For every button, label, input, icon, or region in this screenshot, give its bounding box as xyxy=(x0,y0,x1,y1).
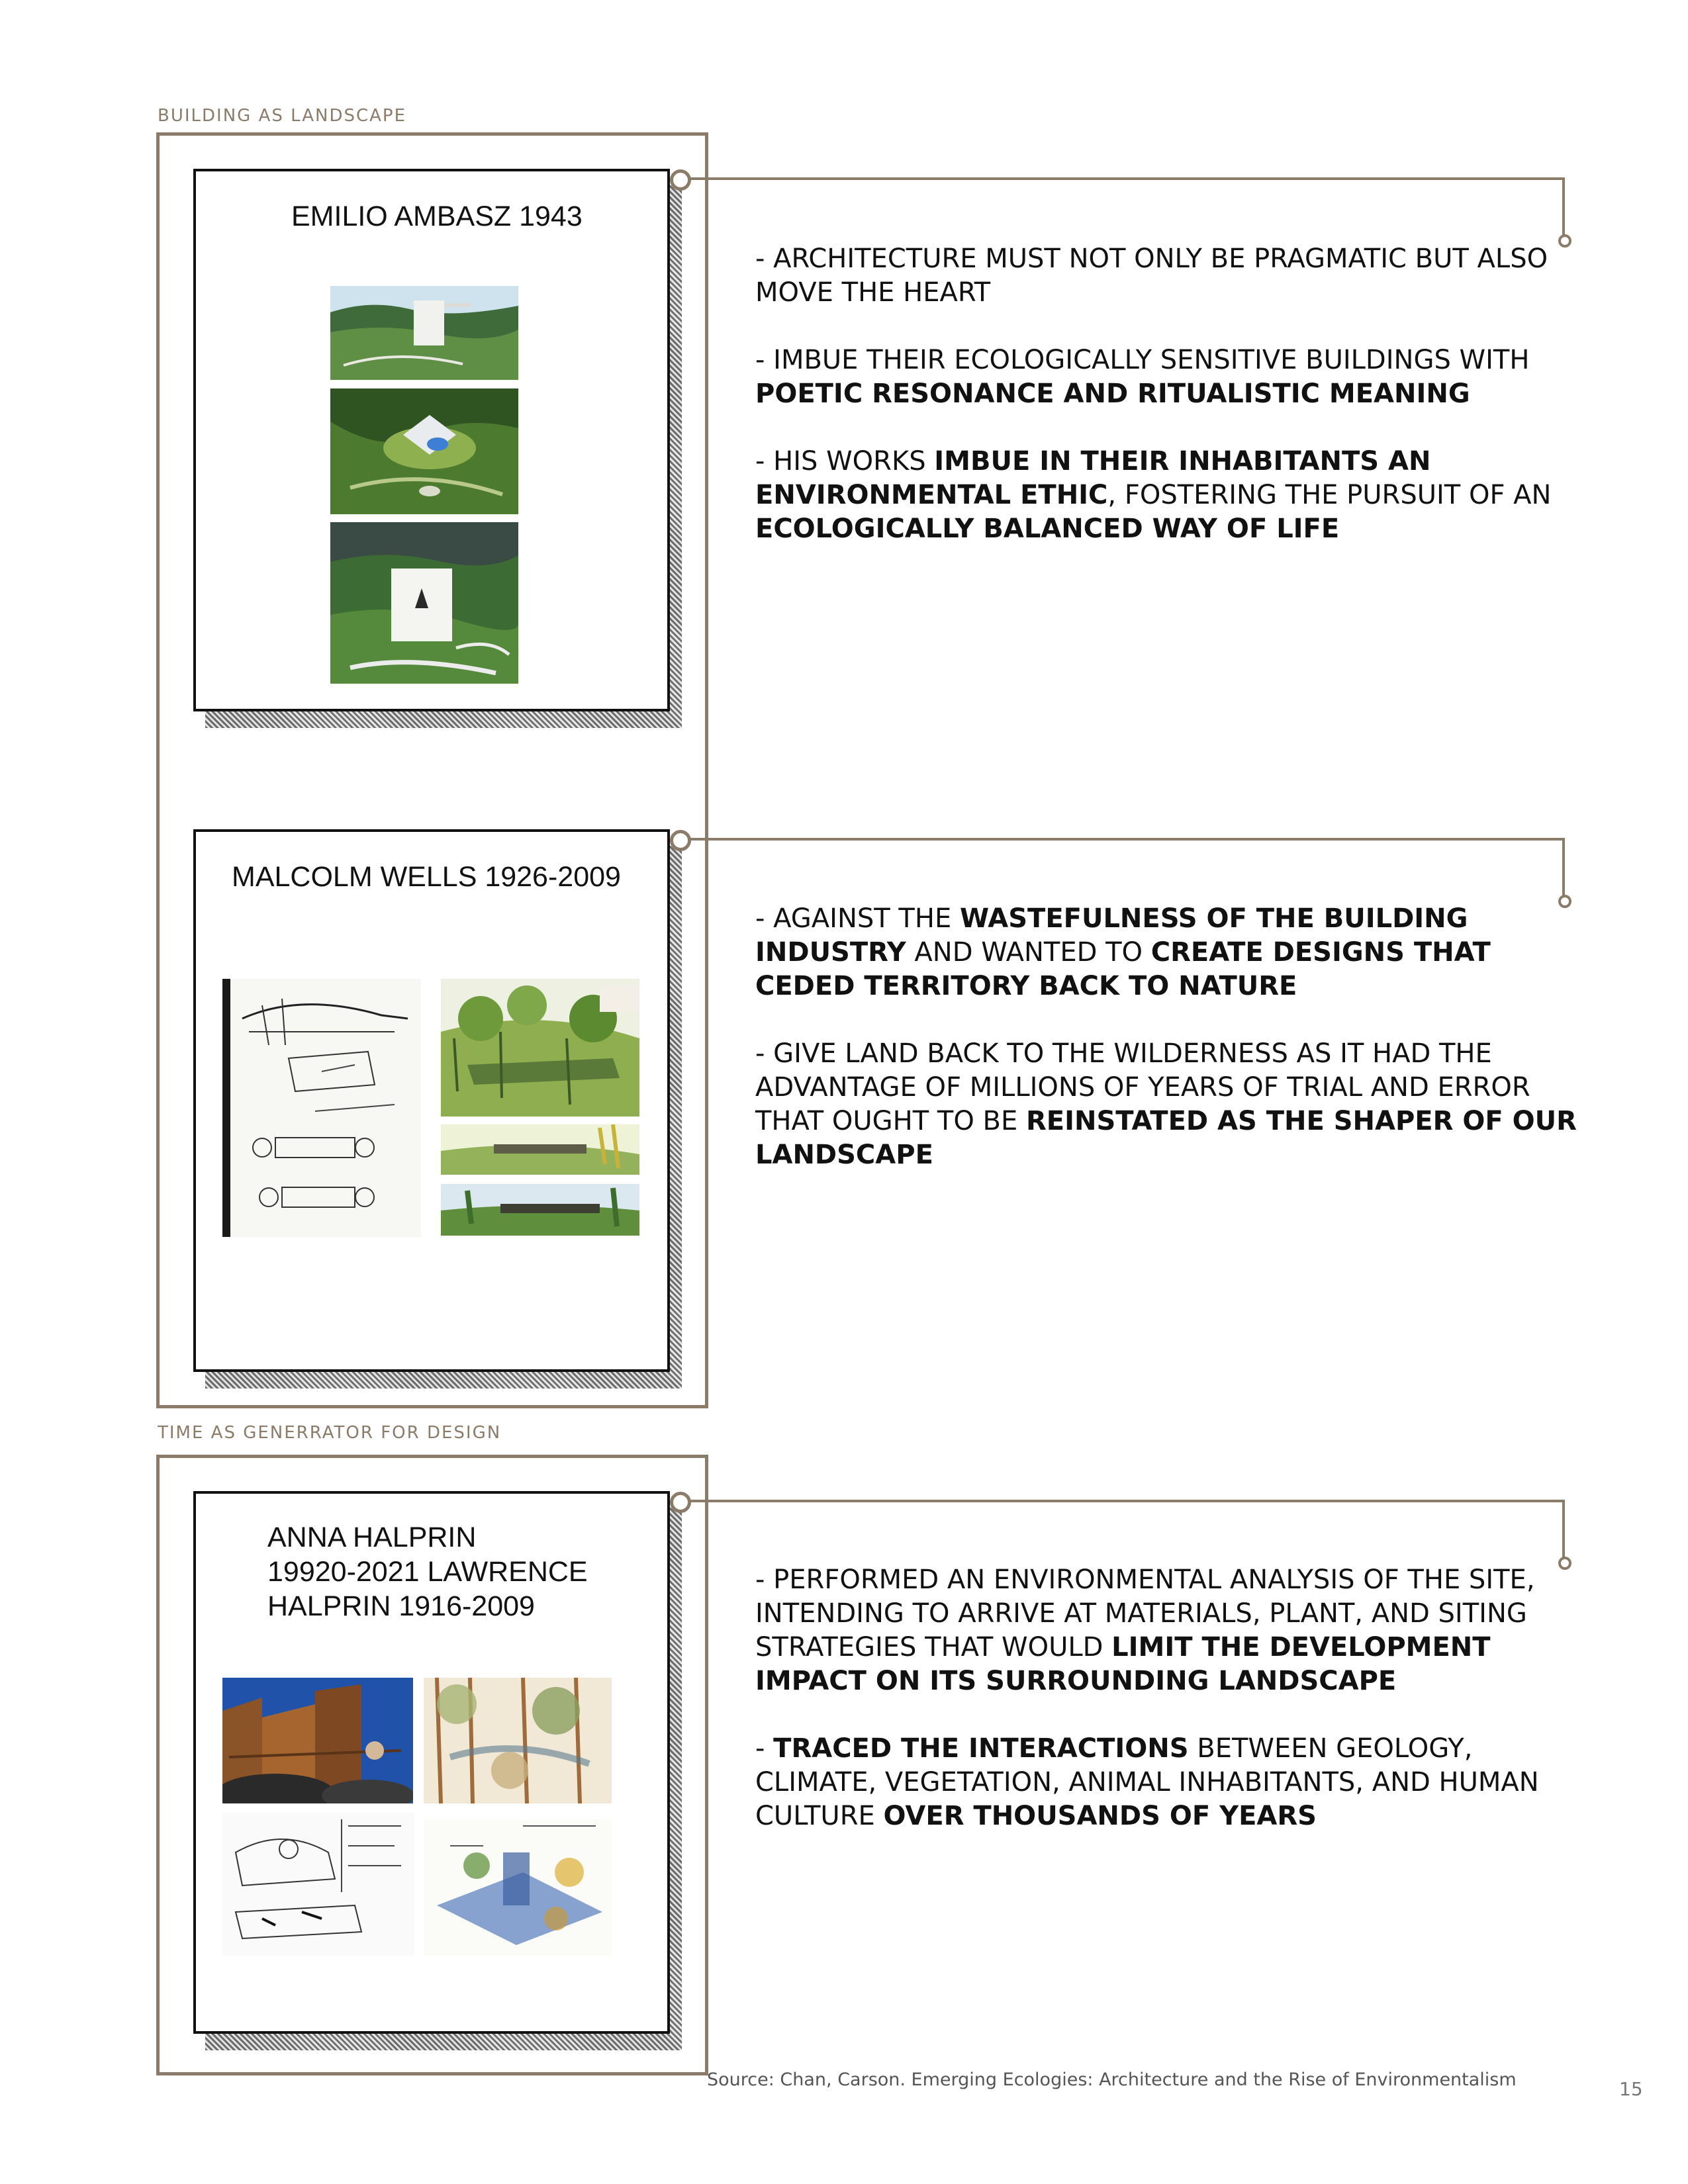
building-photo-3 xyxy=(330,522,518,684)
sketch-drawings xyxy=(222,979,421,1237)
text-run-bold: OVER THOUSANDS OF YEARS xyxy=(883,1801,1317,1831)
card-malcolm-wells xyxy=(193,829,670,1372)
text-run: - AGAINST THE xyxy=(755,903,960,934)
connector-line xyxy=(684,177,1565,180)
card-description xyxy=(755,902,1593,1206)
card-title-line: HALPRIN 1916-2009 xyxy=(267,1590,535,1622)
text-run: - IMBUE THEIR ECOLOGICALLY SENSITIVE BUILDINGS WITH xyxy=(755,345,1530,375)
card-anna-halprin xyxy=(193,1491,670,2034)
description-paragraph xyxy=(755,1563,1593,1698)
description-paragraph xyxy=(755,445,1593,546)
description-paragraph xyxy=(755,902,1593,1003)
text-run-bold: LIMIT THE DEVELOPMENT IMPACT ON ITS SURROUNDING LANDSCAPE xyxy=(755,1632,1491,1696)
text-run-bold: POETIC RESONANCE AND RITUALISTIC MEANING xyxy=(755,379,1470,409)
connector-ring-icon xyxy=(670,830,691,851)
watercolor-photo-2 xyxy=(441,1124,639,1175)
section-label-time-as-generator: TIME AS GENERRATOR FOR DESIGN xyxy=(158,1423,502,1443)
card-title-line: ANNA HALPRIN xyxy=(267,1522,477,1553)
connector-line xyxy=(1562,177,1565,236)
text-run-bold: ECOLOGICALLY BALANCED WAY OF LIFE xyxy=(755,514,1340,544)
watercolor-photo-3 xyxy=(441,1184,639,1236)
text-run: - HIS WORKS xyxy=(755,446,935,477)
description-paragraph xyxy=(755,1732,1593,1833)
text-run-bold: CREATE DESIGNS THAT CEDED TERRITORY BACK TO NATURE xyxy=(755,937,1491,1001)
section-label-building-as-landscape: BUILDING AS LANDSCAPE xyxy=(158,106,407,126)
text-run: BETWEEN GEOLOGY, CLIMATE, VEGETATION, ANIMAL INHABITANTS, AND HUMAN CULTURE xyxy=(755,1733,1539,1831)
card-emilio-ambasz xyxy=(193,169,670,711)
text-run-bold: WASTEFULNESS OF THE BUILDING INDUSTRY xyxy=(755,903,1468,968)
source-citation: Source: Chan, Carson. Emerging Ecologies: Architecture and the Rise of Environmentalism xyxy=(707,2070,1517,2090)
text-run: - ARCHITECTURE MUST NOT ONLY BE PRAGMATIC BUT ALSO MOVE THE HEART xyxy=(755,244,1548,308)
card-title: MALCOLM WELLS 1926-2009 xyxy=(232,861,621,893)
wood-building-photo xyxy=(222,1678,413,1803)
description-paragraph xyxy=(755,343,1593,411)
connector-line xyxy=(1562,1500,1565,1558)
text-run-bold: IMBUE IN THEIR INHABITANTS AN ENVIRONMENTAL ETHIC xyxy=(755,446,1431,510)
text-run: - xyxy=(755,1733,774,1764)
connector-line xyxy=(1562,838,1565,896)
description-paragraph xyxy=(755,1037,1593,1172)
plan-sketch xyxy=(222,1813,414,1956)
text-run: , FOSTERING THE PURSUIT OF AN xyxy=(1107,480,1552,510)
site-analysis-sketch xyxy=(424,1819,612,1956)
card-title-line: 19920-2021 LAWRENCE xyxy=(267,1556,588,1588)
building-photo-1 xyxy=(330,286,518,380)
card-description xyxy=(755,1563,1593,1867)
text-run: - GIVE LAND BACK TO THE WILDERNESS AS IT HAD THE ADVANTAGE OF MILLIONS OF YEARS OF TRIAL AND ERROR THAT OUGHT TO BE xyxy=(755,1038,1530,1136)
watercolor-photo-1 xyxy=(441,979,639,1116)
forest-sketch xyxy=(424,1678,612,1803)
description-paragraph xyxy=(755,242,1593,310)
text-run-bold: REINSTATED AS THE SHAPER OF OUR LANDSCAPE xyxy=(755,1106,1577,1170)
card-title: EMILIO AMBASZ 1943 xyxy=(291,201,583,232)
connector-ring-icon xyxy=(670,169,691,191)
text-run: - PERFORMED AN ENVIRONMENTAL ANALYSIS OF THE SITE, INTENDING TO ARRIVE AT MATERIALS, PLANT, AND SITING STRATEGIES THAT WOULD xyxy=(755,1565,1535,1662)
connector-ring-icon xyxy=(670,1492,691,1513)
building-photo-2 xyxy=(330,388,518,514)
connector-line xyxy=(684,1500,1565,1502)
card-description xyxy=(755,242,1593,580)
text-run: AND WANTED TO xyxy=(906,937,1151,968)
card-title xyxy=(267,1520,588,1623)
connector-line xyxy=(684,838,1565,841)
page-number: 15 xyxy=(1619,2078,1643,2100)
text-run-bold: TRACED THE INTERACTIONS xyxy=(773,1733,1189,1764)
